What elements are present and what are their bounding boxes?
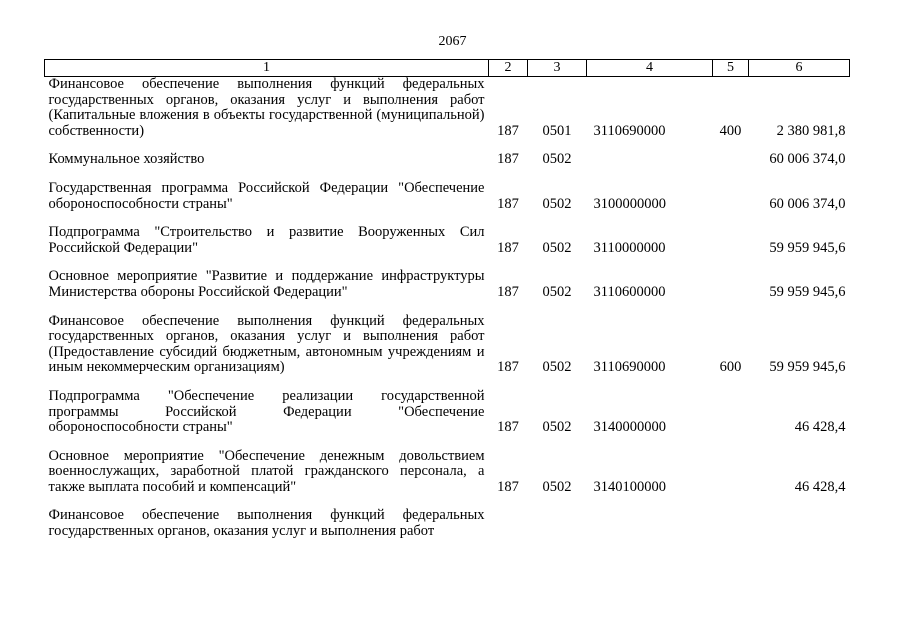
table-row bbox=[45, 449, 850, 496]
table-row bbox=[45, 314, 850, 376]
row-description: Финансовое обеспечение выполнения функций федеральных государственных органов, оказания услуг и выполнения работ (Капитальные вложения в объекты государственной (муниципальной) собственности) bbox=[48, 76, 485, 139]
row-col3 bbox=[528, 508, 587, 539]
row-description: Финансовое обеспечение выполнения функций федеральных государственных органов, оказания услуг и выполнения работ bbox=[48, 507, 485, 540]
budget-table bbox=[44, 59, 850, 540]
row-col4: 3110690000 bbox=[593, 122, 666, 139]
table-row bbox=[45, 152, 850, 168]
row-col3: 0502 bbox=[542, 419, 572, 436]
header-col-4: 4 bbox=[587, 60, 713, 77]
row-col5 bbox=[713, 225, 749, 256]
row-col2: 187 bbox=[497, 359, 519, 376]
header-col-5: 5 bbox=[713, 60, 749, 77]
row-col2: 187 bbox=[497, 195, 519, 212]
row-col2: 187 bbox=[497, 283, 519, 300]
row-col3: 0502 bbox=[542, 359, 572, 376]
row-col6: 60 006 374,0 bbox=[769, 151, 846, 168]
row-col4: 3140000000 bbox=[593, 419, 666, 436]
row-col6: 59 959 945,6 bbox=[769, 283, 846, 300]
row-col6: 60 006 374,0 bbox=[769, 195, 846, 212]
row-col4: 3110000000 bbox=[593, 239, 666, 256]
page-number: 2067 bbox=[438, 34, 467, 49]
row-col5 bbox=[713, 508, 749, 539]
row-col6: 46 428,4 bbox=[794, 478, 846, 495]
header-col-3: 3 bbox=[528, 60, 587, 77]
row-col4: 3110600000 bbox=[593, 283, 666, 300]
table-body bbox=[45, 77, 850, 540]
row-col4: 3140100000 bbox=[593, 478, 666, 495]
row-description: Подпрограмма "Обеспечение реализации государственной программы Российской Федерации "Обеспечение обороноспособности страны" bbox=[48, 387, 485, 436]
row-col5 bbox=[713, 152, 749, 168]
table-row bbox=[45, 508, 850, 539]
row-col4 bbox=[587, 508, 713, 539]
row-col6: 59 959 945,6 bbox=[769, 239, 846, 256]
row-col2: 187 bbox=[497, 419, 519, 436]
row-col4 bbox=[587, 152, 713, 168]
row-description: Подпрограмма "Строительство и развитие Вооруженных Сил Российской Федерации" bbox=[48, 224, 485, 256]
row-description: Основное мероприятие "Развитие и поддержание инфраструктуры Министерства обороны Российской Федерации" bbox=[48, 268, 485, 300]
row-col3: 0502 bbox=[542, 195, 572, 212]
row-description: Финансовое обеспечение выполнения функций федеральных государственных органов, оказания услуг и выполнения работ (Предоставление субсидий бюджетным, автономным учреждениям и иным некоммерческим организациям) bbox=[48, 312, 485, 376]
row-col2: 187 bbox=[497, 151, 519, 168]
table-row bbox=[45, 225, 850, 256]
row-description: Основное мероприятие "Обеспечение денежным довольствием военнослужащих, заработной платой гражданского персонала, а также выплата пособий и компенсаций" bbox=[48, 447, 485, 495]
row-col3: 0502 bbox=[542, 283, 572, 300]
row-col6: 2 380 981,8 bbox=[776, 122, 846, 139]
row-col3: 0502 bbox=[542, 151, 572, 168]
row-col6 bbox=[749, 508, 850, 539]
row-description: Государственная программа Российской Федерации "Обеспечение обороноспособности страны" bbox=[48, 179, 485, 212]
row-col3: 0501 bbox=[542, 122, 572, 139]
table-row bbox=[45, 77, 850, 140]
row-col4: 3110690000 bbox=[593, 359, 666, 376]
row-col2: 187 bbox=[497, 122, 519, 139]
row-col2: 187 bbox=[497, 239, 519, 256]
row-description: Коммунальное хозяйство bbox=[48, 151, 205, 168]
row-col5 bbox=[713, 449, 749, 496]
header-row bbox=[45, 60, 850, 77]
row-col4: 3100000000 bbox=[593, 195, 666, 212]
table-row bbox=[45, 269, 850, 300]
header-col-2: 2 bbox=[489, 60, 528, 77]
row-col5 bbox=[713, 389, 749, 436]
row-col5 bbox=[713, 181, 749, 212]
row-col5: 400 bbox=[719, 122, 742, 139]
row-col3: 0502 bbox=[542, 478, 572, 495]
table-row bbox=[45, 389, 850, 436]
row-col6: 46 428,4 bbox=[794, 419, 846, 436]
header-col-6: 6 bbox=[749, 60, 850, 77]
header-col-1: 1 bbox=[45, 60, 489, 77]
row-col5 bbox=[713, 269, 749, 300]
row-col6: 59 959 945,6 bbox=[769, 359, 846, 376]
row-col3: 0502 bbox=[542, 239, 572, 256]
table-header bbox=[45, 60, 850, 77]
row-col5: 600 bbox=[719, 359, 742, 376]
table-row bbox=[45, 181, 850, 212]
row-col2 bbox=[489, 508, 528, 539]
row-col2: 187 bbox=[497, 478, 519, 495]
